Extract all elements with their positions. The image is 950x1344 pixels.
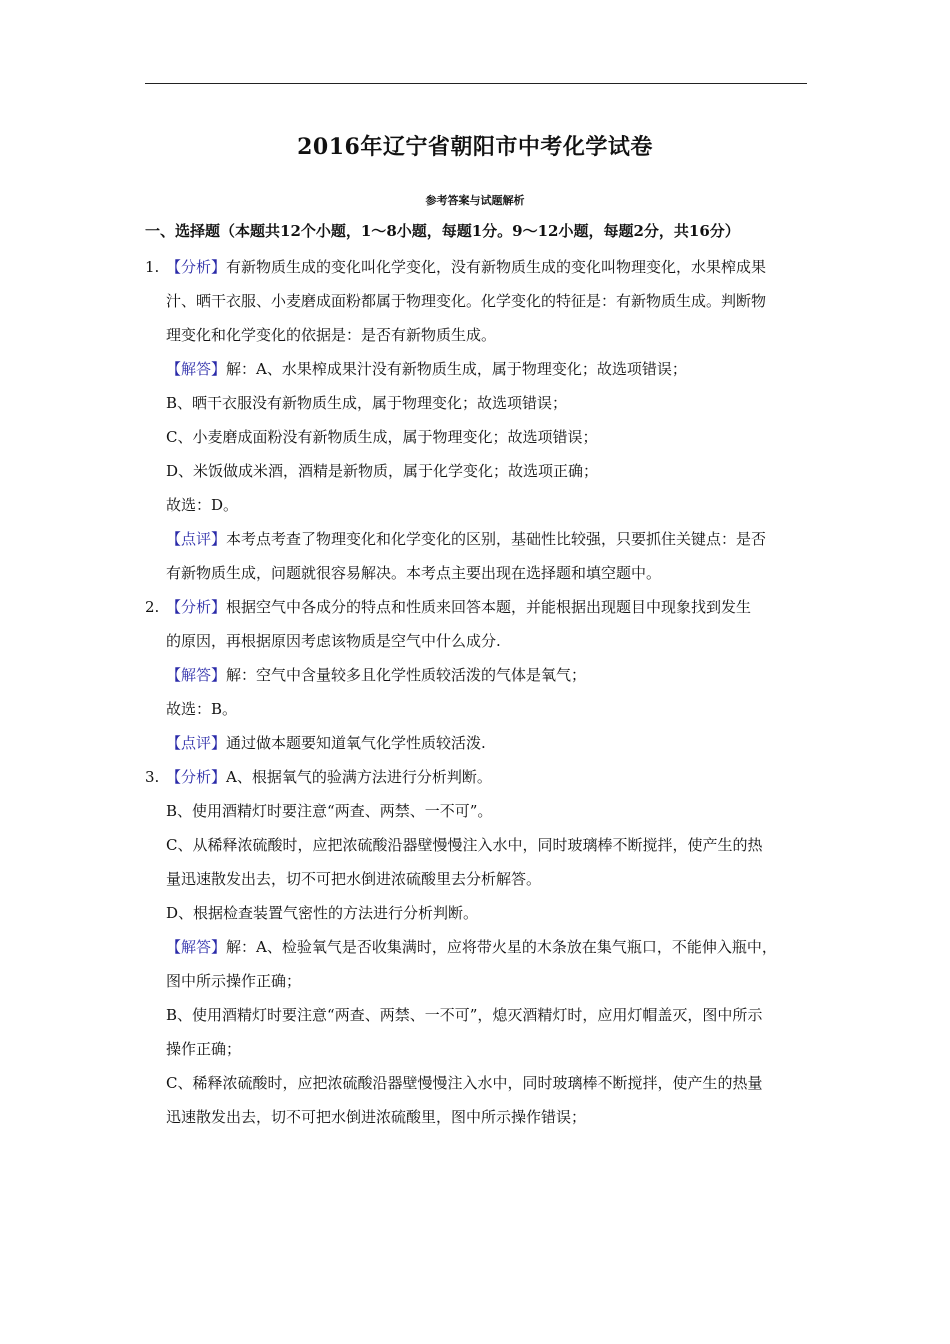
question-number: 3.	[145, 768, 160, 786]
document-body	[145, 250, 807, 1134]
analysis-line	[166, 760, 807, 794]
comment-line	[166, 522, 807, 556]
answer-line: B、使用酒精灯时要注意“两查、两禁、一不可”，熄灭酒精灯时，应用灯帽盖灭，图中所示	[166, 1006, 763, 1024]
page-title: 2016年辽宁省朝阳市中考化学试卷	[297, 134, 653, 160]
answer-tag: 【解答】	[166, 938, 227, 956]
analysis-line: 量迅速散发出去，切不可把水倒进浓硫酸里去分析解答。	[166, 870, 542, 888]
answer-text: 解：A、水果榨成果汁没有新物质生成，属于物理变化；故选项错误；	[226, 360, 687, 378]
section-heading: 一、选择题（本题共12个小题，1～8小题，每题1分。9～12小题，每题2分，共16分）	[145, 222, 740, 240]
comment-text: 本考点考查了物理变化和化学变化的区别，基础性比较强，只要抓住关键点：是否	[226, 530, 767, 548]
answer-line: 图中所示操作正确；	[166, 972, 302, 990]
analysis-line	[166, 590, 807, 624]
analysis-text: 有新物质生成的变化叫化学变化，没有新物质生成的变化叫物理变化，水果榨成果	[226, 258, 767, 276]
analysis-line: B、使用酒精灯时要注意“两查、两禁、一不可”。	[166, 802, 493, 820]
analysis-tag: 【分析】	[166, 258, 227, 276]
question-3	[145, 760, 807, 1134]
question-number: 2.	[145, 598, 160, 616]
answer-line: C、稀释浓硫酸时，应把浓硫酸沿器壁慢慢注入水中，同时玻璃棒不断搅拌，使产生的热量	[166, 1074, 763, 1092]
answer-tag: 【解答】	[166, 360, 227, 378]
page-subtitle: 参考答案与试题解析	[425, 194, 525, 207]
answer-line: 故选：D。	[166, 496, 239, 514]
analysis-line: 理变化和化学变化的依据是：是否有新物质生成。	[166, 326, 497, 344]
answer-line	[166, 930, 807, 964]
analysis-tag: 【分析】	[166, 768, 227, 786]
comment-line: 有新物质生成，问题就很容易解决。本考点主要出现在选择题和填空题中。	[166, 564, 662, 582]
analysis-line: 汁、晒干衣服、小麦磨成面粉都属于物理变化。化学变化的特征是：有新物质生成。判断物	[166, 292, 767, 310]
question-2	[145, 590, 807, 760]
comment-text: 通过做本题要知道氧气化学性质较活泼.	[226, 734, 486, 752]
answer-text: 解：A、检验氧气是否收集满时，应将带火星的木条放在集气瓶口，不能伸入瓶中，	[226, 938, 777, 956]
comment-tag: 【点评】	[166, 530, 227, 548]
analysis-tag: 【分析】	[166, 598, 227, 616]
answer-line: D、米饭做成米酒，酒精是新物质，属于化学变化；故选项正确；	[166, 462, 599, 480]
comment-tag: 【点评】	[166, 734, 227, 752]
comment-line	[166, 726, 807, 760]
analysis-line: C、从稀释浓硫酸时，应把浓硫酸沿器壁慢慢注入水中，同时玻璃棒不断搅拌，使产生的热	[166, 836, 763, 854]
analysis-line: 的原因，再根据原因考虑该物质是空气中什么成分.	[166, 632, 501, 650]
analysis-text: 根据空气中各成分的特点和性质来回答本题，并能根据出现题目中现象找到发生	[226, 598, 752, 616]
answer-line: 迅速散发出去，切不可把水倒进浓硫酸里，图中所示操作错误；	[166, 1108, 587, 1126]
answer-line	[166, 352, 807, 386]
header-rule	[145, 83, 807, 84]
answer-line: 故选：B。	[166, 700, 238, 718]
analysis-line: D、根据检查装置气密性的方法进行分析判断。	[166, 904, 479, 922]
answer-line: B、晒干衣服没有新物质生成，属于物理变化；故选项错误；	[166, 394, 568, 412]
answer-line: C、小麦磨成面粉没有新物质生成，属于物理变化；故选项错误；	[166, 428, 598, 446]
analysis-line	[166, 250, 807, 284]
answer-tag: 【解答】	[166, 666, 227, 684]
analysis-text: A、根据氧气的验满方法进行分析判断。	[226, 768, 492, 786]
question-number: 1.	[145, 258, 160, 276]
answer-text: 解：空气中含量较多且化学性质较活泼的气体是氧气；	[226, 666, 587, 684]
answer-line	[166, 658, 807, 692]
question-1	[145, 250, 807, 590]
answer-line: 操作正确；	[166, 1040, 242, 1058]
